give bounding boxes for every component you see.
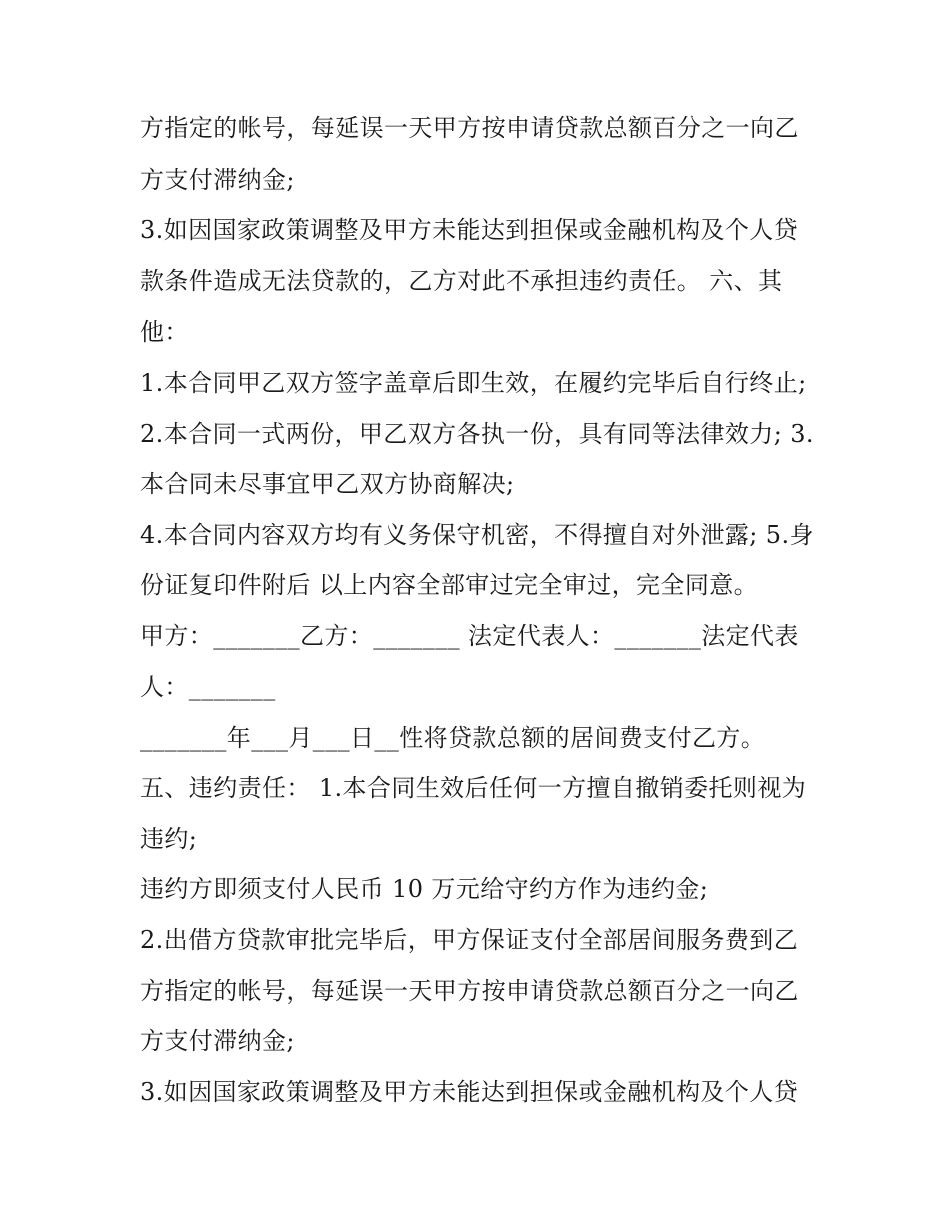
- text-line: 3.如因国家政策调整及甲方未能达到担保或金融机构及个人贷: [140, 216, 799, 244]
- text-line: 1.本合同甲乙双方签字盖章后即生效，在履约完毕后自行终止;: [140, 369, 807, 397]
- text-line: 他：: [140, 318, 189, 346]
- signature-line: 甲方：_______乙方：_______ 法定代表人：_______法定代表: [140, 622, 799, 650]
- text-line: 方支付滞纳金;: [140, 166, 295, 194]
- signature-line: 人：_______: [140, 673, 276, 701]
- text-line: 违约方即须支付人民币 10 万元给守约方作为违约金;: [140, 875, 709, 903]
- text-line: 份证复印件附后 以上内容全部审过完全审过，完全同意。: [140, 571, 759, 599]
- text-line: 方支付滞纳金;: [140, 1027, 295, 1055]
- text-line: 本合同未尽事宜甲乙双方协商解决;: [140, 470, 515, 498]
- text-line: 款条件造成无法贷款的，乙方对此不承担违约责任。 六、其: [140, 267, 783, 295]
- text-line: 方指定的帐号，每延误一天甲方按申请贷款总额百分之一向乙: [140, 977, 799, 1005]
- text-line: 2.本合同一式两份，甲乙双方各执一份，具有同等法律效力; 3.: [140, 420, 814, 448]
- date-line: _______年___月___日__性将贷款总额的居间费支付乙方。: [140, 724, 766, 752]
- text-line: 4.本合同内容双方均有义务保守机密，不得擅自对外泄露; 5.身: [140, 521, 814, 549]
- section-heading-line: 五、违约责任： 1.本合同生效后任何一方擅自撤销委托则视为: [140, 774, 807, 802]
- text-line: 2.出借方贷款审批完毕后，甲方保证支付全部居间服务费到乙: [140, 926, 799, 954]
- text-line: 方指定的帐号，每延误一天甲方按申请贷款总额百分之一向乙: [140, 114, 799, 142]
- text-line: 违约;: [140, 825, 198, 853]
- text-line: 3.如因国家政策调整及甲方未能达到担保或金融机构及个人贷: [140, 1078, 799, 1106]
